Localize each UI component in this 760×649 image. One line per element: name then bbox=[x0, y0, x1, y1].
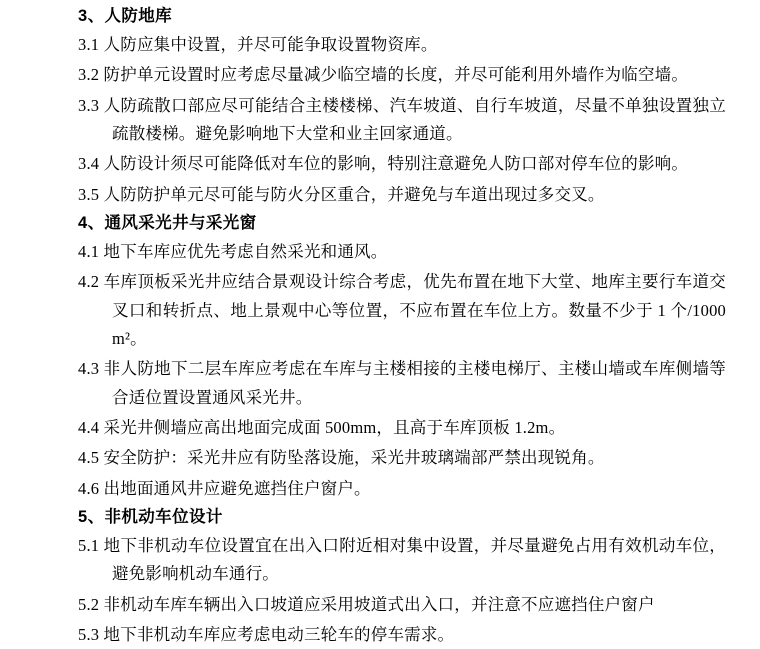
paragraph: 5.2 非机动车库车辆出入口坡道应采用坡道式出入口，并注意不应遮挡住户窗户 bbox=[78, 594, 655, 614]
section-4 bbox=[78, 211, 726, 503]
paragraph: 3.2 防护单元设置时应考虑尽量减少临空墙的长度，并尽可能利用外墙作为临空墙。 bbox=[78, 65, 689, 85]
section-heading: 4、通风采光井与采光窗 bbox=[78, 214, 257, 232]
paragraph: 4.6 出地面通风井应避免遮挡住户窗户。 bbox=[78, 478, 371, 498]
section-heading: 3、人防地库 bbox=[78, 7, 173, 25]
paragraph: 3.4 人防设计须尽可能降低对车位的影响，特别注意避免人防口部对停车位的影响。 bbox=[78, 154, 689, 174]
paragraph: 4.5 安全防护：采光井应有防坠落设施，采光井玻璃端部严禁出现锐角。 bbox=[78, 448, 605, 468]
paragraph: 3.3 人防疏散口部应尽可能结合主楼楼梯、汽车坡道、自行车坡道，尽量不单独设置独立疏散楼梯。避免影响地下大堂和业主回家通道。 bbox=[78, 95, 726, 143]
paragraph: 3.1 人防应集中设置，并尽可能争取设置物资库。 bbox=[78, 34, 438, 54]
paragraph: 3.5 人防防护单元尽可能与防火分区重合，并避免与车道出现过多交叉。 bbox=[78, 184, 605, 204]
paragraph: 5.1 地下非机动车位设置宜在出入口附近相对集中设置，并尽量避免占用有效机动车位，避免影响机动车通行。 bbox=[78, 535, 726, 584]
paragraph: 4.4 采光井侧墙应高出地面完成面 500mm，且高于车库顶板 1.2m。 bbox=[78, 418, 566, 437]
section-heading: 5、非机动车位设计 bbox=[78, 508, 223, 527]
paragraph: 4.3 非人防地下二层车库应考虑在车库与主楼相接的主楼电梯厅、主楼山墙或车库侧墙等合适位置设置通风采光井。 bbox=[78, 359, 726, 407]
paragraph: 4.2 车库顶板采光井应结合景观设计综合考虑，优先布置在地下大堂、地库主要行车道交叉口和转折点、地上景观中心等位置，不应布置在车位上方。数量不少于 1 个/1000 m²。 bbox=[78, 272, 726, 348]
section-3 bbox=[78, 4, 726, 209]
section-5 bbox=[78, 505, 726, 649]
paragraph: 4.1 地下车库应优先考虑自然采光和通风。 bbox=[78, 241, 388, 261]
paragraph: 5.3 地下非机动车库应考虑电动三轮车的停车需求。 bbox=[78, 625, 455, 644]
